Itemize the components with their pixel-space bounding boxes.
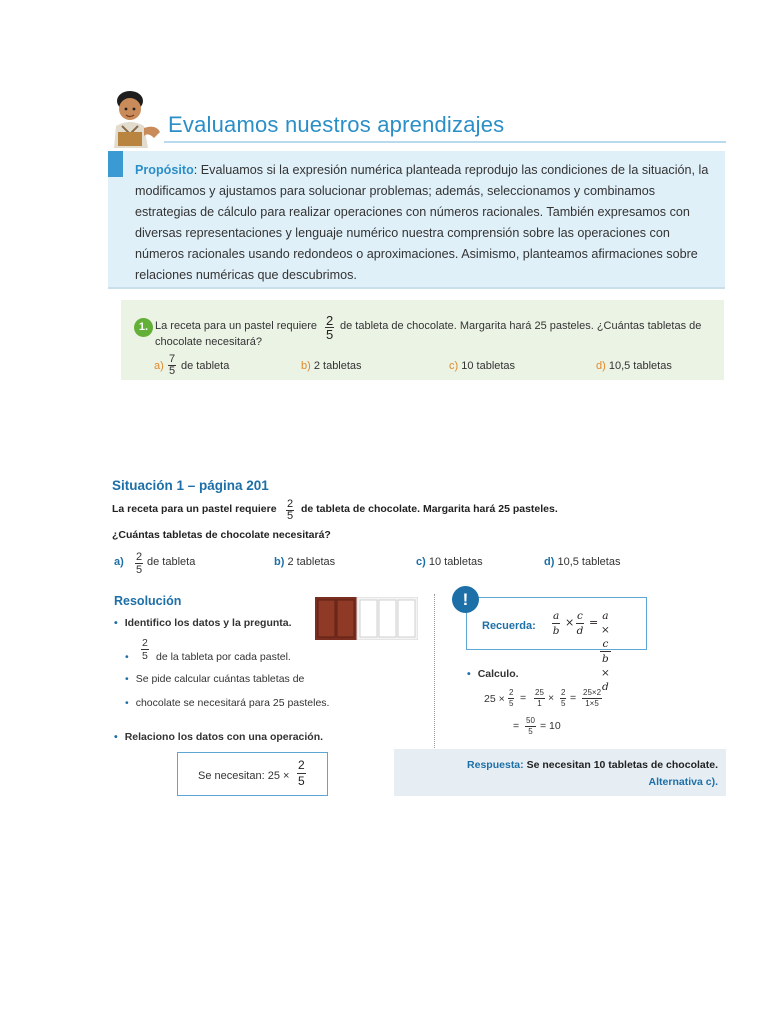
bullet-calculate <box>467 668 519 680</box>
purpose-text <box>135 160 719 286</box>
formula-fraction-result <box>600 609 611 694</box>
calc-result: = 10 <box>540 720 561 732</box>
question-text-line2: chocolate necesitará? <box>155 336 263 348</box>
question-option-c[interactable] <box>449 360 515 372</box>
fraction-numerator: 25 <box>535 688 544 697</box>
fraction-denominator: 5 <box>561 699 566 708</box>
bullet-identify <box>114 617 292 629</box>
option-a-fraction <box>135 551 143 576</box>
fraction-denominator: 5 <box>298 774 305 788</box>
fraction-denominator: 5 <box>509 699 514 708</box>
option-letter: d) <box>596 360 606 372</box>
option-text: 10,5 tabletas <box>608 360 672 372</box>
calc-equals: = <box>570 692 577 704</box>
calc-fraction-5 <box>525 716 536 737</box>
situation-stem-end: de tableta de chocolate. Margarita hará 25 pasteles. <box>301 503 558 515</box>
fraction-numerator: 2 <box>298 758 305 772</box>
answer-label: Respuesta: <box>467 759 524 771</box>
fraction-denominator: 5 <box>326 327 334 342</box>
option-a-fraction <box>168 354 176 377</box>
calc-equals: = <box>513 720 520 732</box>
formula-equals: = <box>589 616 599 629</box>
needed-operation-box <box>177 752 328 796</box>
sub-bullet-calculate <box>125 673 304 685</box>
bullet-calculate-text: Calculo. <box>477 668 519 680</box>
bullet-relate-text: Relaciono los datos con una operación. <box>124 731 324 743</box>
option-text: 10,5 tabletas <box>557 556 621 568</box>
fraction-numerator: 50 <box>526 716 535 725</box>
fraction-numerator: 2 <box>509 688 514 697</box>
calc-fraction-1 <box>508 688 514 709</box>
option-text: 2 tabletas <box>313 360 362 372</box>
situation-option-d[interactable] <box>544 556 620 568</box>
formula-numerator: a × c <box>601 610 610 650</box>
bullet-relate <box>114 731 323 743</box>
bullet-dot: • <box>467 668 471 680</box>
formula-times: × <box>565 616 575 629</box>
fraction-numerator: 2 <box>136 551 143 563</box>
option-letter: b) <box>301 360 311 372</box>
situation-option-a[interactable] <box>114 551 196 576</box>
student-character-illustration <box>108 88 164 148</box>
sub-bullet-chocolate <box>125 697 329 709</box>
sub-bullet-text: chocolate se necesitará para 25 pasteles. <box>135 697 330 709</box>
bullet-dot: • <box>125 673 129 685</box>
answer-line <box>467 759 718 771</box>
situation-question: ¿Cuántas tabletas de chocolate necesitará? <box>112 529 331 541</box>
question-option-d[interactable] <box>596 360 672 372</box>
purpose-body: : Evaluamos si la expresión numérica planteada reprodujo las condiciones de la situación, la modificamos y ajustamos para solucionar problemas; además, seleccionamos y combinamos estrategias de cálculo para realizar operaciones con números racionales. También expresamos con diversas representaciones y lenguaje numérico nuestra comprensión sobre las operaciones con números racionales usando redondeos o aproximaciones. Asimismo, planteamos afirmaciones sobre relaciones numéricas que descubrimos. <box>135 163 709 282</box>
bullet-dot: • <box>125 651 129 663</box>
question-number-badge: 1. <box>134 318 153 337</box>
needed-label: Se necesitan: 25 × <box>198 770 290 782</box>
fraction-numerator: 2 <box>326 313 334 328</box>
situation-stem-start: La receta para un pastel requiere <box>112 503 277 515</box>
title-underline <box>164 141 726 143</box>
sub-bullet-fraction-value <box>141 637 149 662</box>
alert-icon: ! <box>452 586 479 613</box>
answer-alternative: Alternativa c). <box>648 776 718 788</box>
option-letter: a) <box>114 556 124 568</box>
resolution-title: Resolución <box>114 594 182 608</box>
situation-option-c[interactable] <box>416 556 483 568</box>
question-text-end: de tableta de chocolate. Margarita hará 25 pasteles. ¿Cuántas tabletas de <box>340 320 702 332</box>
formula-denominator: d <box>576 625 584 637</box>
formula-denominator: b × d <box>600 653 610 693</box>
calc-fraction-3 <box>560 688 566 709</box>
fraction-denominator: 5 <box>528 727 533 736</box>
purpose-label: Propósito <box>135 163 194 177</box>
option-text: de tableta <box>147 556 196 568</box>
option-text: 10 tabletas <box>461 360 516 372</box>
purpose-accent-bar <box>108 151 123 177</box>
option-letter: d) <box>544 556 555 568</box>
fraction-numerator: 2 <box>142 637 148 649</box>
option-letter: b) <box>274 556 285 568</box>
remember-label: Recuerda: <box>482 620 536 632</box>
situation-option-b[interactable] <box>274 556 335 568</box>
option-text: 10 tabletas <box>428 556 483 568</box>
bullet-identify-text: Identifico los datos y la pregunta. <box>124 617 292 629</box>
calculation-step-1 <box>484 686 624 712</box>
question-card <box>121 300 724 380</box>
option-letter: c) <box>449 360 459 372</box>
formula-numerator: c <box>577 610 583 622</box>
purpose-box <box>108 151 725 287</box>
fraction-numerator: 25×2 <box>583 688 602 697</box>
option-text: de tableta <box>181 360 230 372</box>
sub-bullet-fraction <box>125 637 291 663</box>
situation-fraction <box>286 499 294 522</box>
formula-fraction-a-b <box>552 609 560 638</box>
calc-fraction-4 <box>582 688 602 709</box>
calc-times: × <box>548 692 555 704</box>
calc-fraction-2 <box>534 688 545 709</box>
question-option-b[interactable] <box>301 360 362 372</box>
column-divider <box>434 594 435 750</box>
section-header <box>108 88 726 146</box>
option-letter: a) <box>154 360 164 372</box>
fraction-denominator: 1 <box>537 699 542 708</box>
sub-bullet-text: Se pide calcular cuántas tabletas de <box>135 673 305 685</box>
question-option-a[interactable] <box>154 353 230 377</box>
option-text: 2 tabletas <box>287 556 336 568</box>
bullet-dot: • <box>125 697 129 709</box>
fraction-denominator: 5 <box>136 564 143 576</box>
answer-box <box>394 749 726 796</box>
formula-numerator: a <box>553 610 560 622</box>
situation-title: Situación 1 – página 201 <box>112 478 269 493</box>
formula-denominator: b <box>552 625 560 637</box>
answer-text: Se necesitan 10 tabletas de chocolate. <box>523 759 718 771</box>
bullet-dot: • <box>114 731 118 743</box>
chocolate-bar-illustration <box>315 597 418 640</box>
fraction-denominator: 5 <box>287 510 294 522</box>
fraction-denominator: 5 <box>169 365 176 377</box>
calculation-step-2 <box>510 714 570 740</box>
bullet-dot: • <box>114 617 118 629</box>
fraction-denominator: 1×5 <box>585 699 599 708</box>
fraction-numerator: 7 <box>169 353 176 365</box>
needed-fraction <box>297 758 306 789</box>
fraction-numerator: 2 <box>287 498 294 510</box>
question-fraction <box>325 314 334 341</box>
question-text-start: La receta para un pastel requiere <box>155 320 318 332</box>
formula-fraction-c-d <box>576 609 584 638</box>
fraction-denominator: 5 <box>142 650 148 662</box>
page-title: Evaluamos nuestros aprendizajes <box>168 112 505 137</box>
calc-lead: 25 × <box>484 693 505 705</box>
option-letter: c) <box>416 556 426 568</box>
fraction-numerator: 2 <box>561 688 566 697</box>
sub-bullet-text: de la tableta por cada pastel. <box>156 651 291 663</box>
calc-equals: = <box>520 692 527 704</box>
